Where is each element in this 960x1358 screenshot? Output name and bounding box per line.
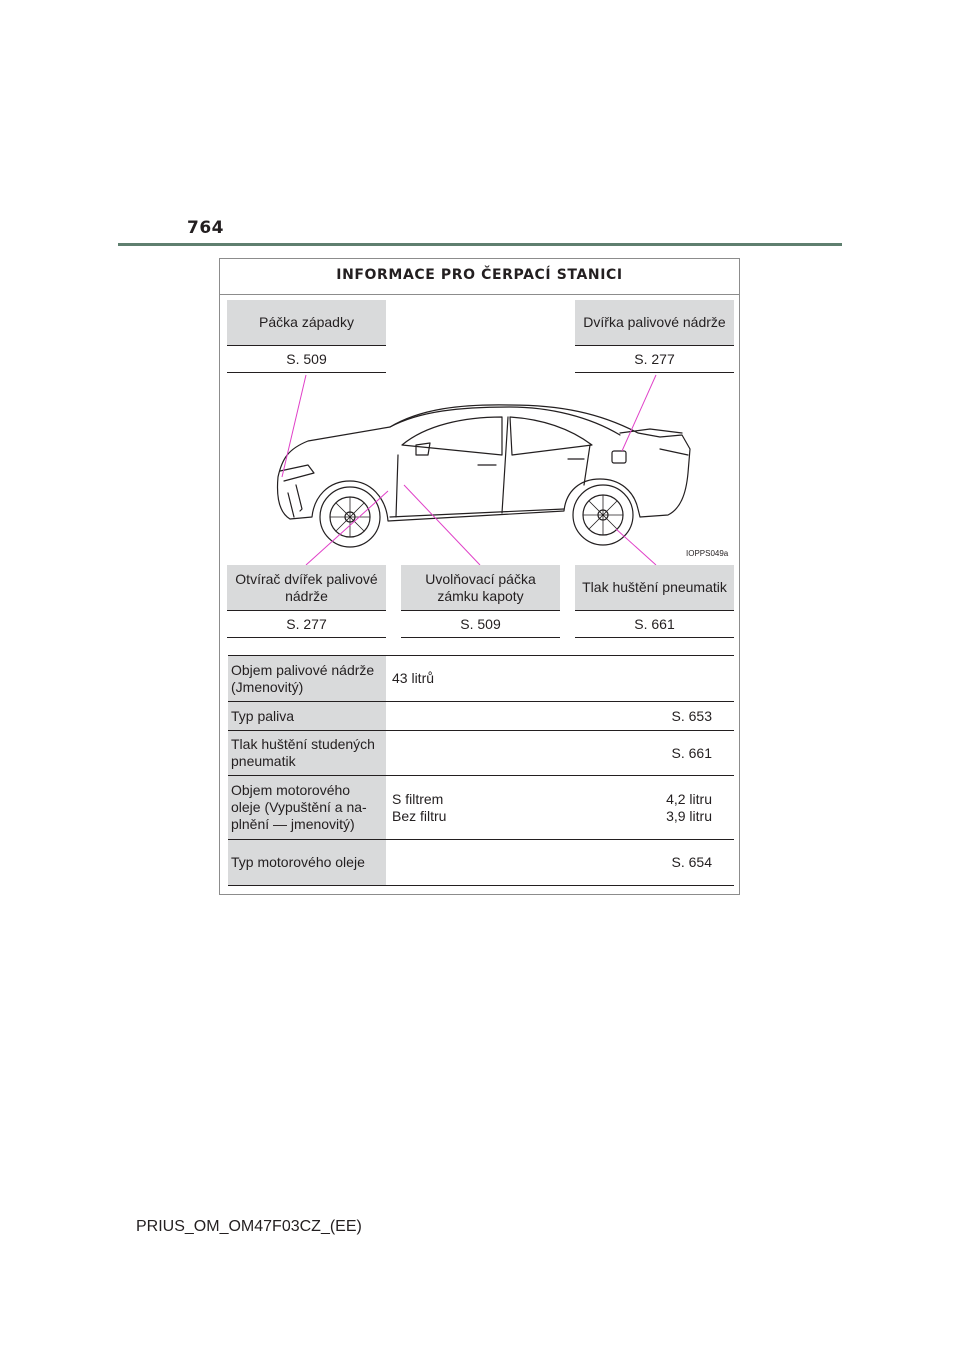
page-reference: S. 661 [575,611,734,638]
spec-key: Tlak huštění studených pneumatik [228,731,386,775]
spec-row-fuel-type [228,702,734,731]
panel-title: INFORMACE PRO ČERPACÍ STANICI [220,259,739,295]
spec-key: Objem palivové nádrže (Jmenovitý) [228,656,386,701]
callout-label: Dvířka palivové nádrže [575,300,734,346]
car-front-intake [288,493,294,517]
car-door-line-2 [502,417,508,513]
header-rule [118,243,842,246]
page-reference: S. 509 [401,611,560,638]
leader-fuel-opener [306,491,388,565]
spec-key: Typ motorového oleje [228,840,386,885]
leader-hood-release [404,485,480,565]
spec-value: 43 litrů [392,670,435,686]
car-rear-spoiler [620,429,682,433]
leader-hood-latch [282,375,306,477]
spec-row-tire-pressure [228,731,734,776]
oil-label-without-filter: Bez filtru [392,807,447,824]
spec-table [228,655,734,886]
callout-tire-pressure [575,565,734,638]
callout-hood-latch [227,300,386,373]
spec-key: Objem motorového oleje (Vypuštění a na-plnění — jmenovitý) [228,776,386,839]
spec-value: S. 654 [671,854,712,870]
oil-capacity-grid [392,791,712,825]
car-front-vent [296,485,302,511]
page-reference: S. 509 [227,346,386,373]
oil-label-with-filter: S filtrem [392,790,444,807]
oil-value-with-filter: 4,2 litru [666,790,712,807]
callout-label: Páčka západky [227,300,386,346]
image-code: IOPPS049a [686,549,729,558]
page-reference: S. 277 [575,346,734,373]
fuel-door [612,451,626,463]
spec-row-oil-capacity [228,776,734,840]
callout-label: Uvolňovací páčka zámku kapoty [401,565,560,611]
car-door-line-1 [396,455,398,517]
spec-value [386,776,734,839]
car-mirror [416,443,430,455]
info-panel [219,258,740,895]
oil-labels [392,791,446,825]
car-door-line-3 [584,445,590,485]
car-headlight [280,465,314,481]
callout-label: Otvírač dvířek palivové nádrže [227,565,386,611]
oil-value-without-filter: 3,9 litru [666,807,712,824]
leader-fuel-door [622,375,656,451]
car-side-glass [402,417,502,455]
spec-row-oil-type [228,840,734,886]
car-rear-light [660,449,688,455]
car-rear-glass [510,417,592,455]
spec-row-fuel-capacity [228,656,734,702]
page-reference: S. 277 [227,611,386,638]
car-body-outline [278,405,691,521]
callout-fuel-door [575,300,734,373]
page-number: 764 [187,218,224,238]
callout-hood-release [401,565,560,638]
callout-fuel-opener [227,565,386,638]
oil-values [666,791,712,825]
leader-tire [616,529,656,565]
document-code: PRIUS_OM_OM47F03CZ_(EE) [136,1218,362,1235]
callout-label: Tlak huštění pneumatik [575,565,734,611]
spec-key: Typ paliva [228,702,386,730]
spec-value: S. 653 [671,707,712,724]
spec-value: S. 661 [671,744,712,761]
